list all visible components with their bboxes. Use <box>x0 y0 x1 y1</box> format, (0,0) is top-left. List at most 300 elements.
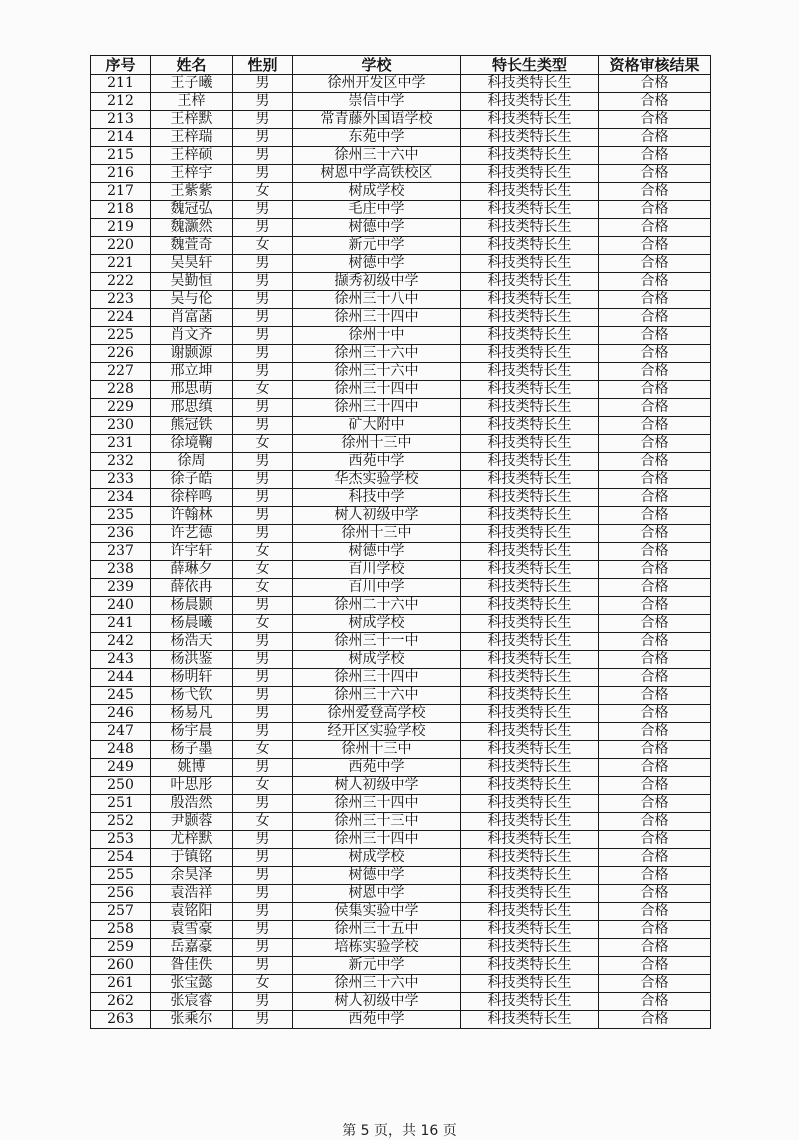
table-row <box>91 993 711 1011</box>
cell-name: 于镇铭 <box>151 849 233 867</box>
cell-school: 科技中学 <box>293 489 461 507</box>
table-row <box>91 939 711 957</box>
cell-name: 张乘尔 <box>151 1011 233 1029</box>
cell-review-result: 合格 <box>599 165 711 183</box>
cell-specialty-type: 科技类特长生 <box>461 417 599 435</box>
cell-gender: 男 <box>233 255 293 273</box>
cell-serial: 251 <box>91 795 151 813</box>
cell-gender: 男 <box>233 363 293 381</box>
cell-specialty-type: 科技类特长生 <box>461 615 599 633</box>
table-row <box>91 453 711 471</box>
cell-review-result: 合格 <box>599 219 711 237</box>
cell-specialty-type: 科技类特长生 <box>461 1011 599 1029</box>
cell-serial: 247 <box>91 723 151 741</box>
table-row <box>91 849 711 867</box>
table-row <box>91 669 711 687</box>
cell-name: 谢颢源 <box>151 345 233 363</box>
cell-review-result: 合格 <box>599 255 711 273</box>
cell-serial: 234 <box>91 489 151 507</box>
table-row <box>91 147 711 165</box>
cell-gender: 男 <box>233 633 293 651</box>
cell-name: 薛依冉 <box>151 579 233 597</box>
cell-gender: 男 <box>233 939 293 957</box>
cell-serial: 239 <box>91 579 151 597</box>
cell-review-result: 合格 <box>599 723 711 741</box>
cell-gender: 女 <box>233 579 293 597</box>
cell-review-result: 合格 <box>599 381 711 399</box>
cell-name: 袁浩祥 <box>151 885 233 903</box>
cell-specialty-type: 科技类特长生 <box>461 525 599 543</box>
cell-school: 徐州十三中 <box>293 525 461 543</box>
cell-serial: 235 <box>91 507 151 525</box>
cell-specialty-type: 科技类特长生 <box>461 327 599 345</box>
table-row <box>91 291 711 309</box>
cell-review-result: 合格 <box>599 75 711 93</box>
table-row <box>91 417 711 435</box>
cell-school: 徐州三十四中 <box>293 795 461 813</box>
cell-specialty-type: 科技类特长生 <box>461 237 599 255</box>
cell-name: 王子曦 <box>151 75 233 93</box>
cell-school: 西苑中学 <box>293 759 461 777</box>
cell-specialty-type: 科技类特长生 <box>461 345 599 363</box>
cell-gender: 男 <box>233 669 293 687</box>
table-row <box>91 615 711 633</box>
cell-gender: 男 <box>233 993 293 1011</box>
cell-school: 树德中学 <box>293 219 461 237</box>
cell-school: 树德中学 <box>293 543 461 561</box>
table-row <box>91 705 711 723</box>
cell-serial: 211 <box>91 75 151 93</box>
cell-name: 杨弋钦 <box>151 687 233 705</box>
cell-school: 树德中学 <box>293 255 461 273</box>
cell-serial: 231 <box>91 435 151 453</box>
cell-specialty-type: 科技类特长生 <box>461 273 599 291</box>
cell-school: 华杰实验学校 <box>293 471 461 489</box>
cell-school: 撷秀初级中学 <box>293 273 461 291</box>
cell-gender: 男 <box>233 201 293 219</box>
cell-specialty-type: 科技类特长生 <box>461 93 599 111</box>
table-row <box>91 399 711 417</box>
table-row <box>91 885 711 903</box>
cell-name: 杨晨曦 <box>151 615 233 633</box>
cell-serial: 218 <box>91 201 151 219</box>
cell-name: 姚博 <box>151 759 233 777</box>
cell-gender: 女 <box>233 615 293 633</box>
cell-name: 徐周 <box>151 453 233 471</box>
cell-school: 徐州三十四中 <box>293 381 461 399</box>
cell-school: 徐州三十四中 <box>293 399 461 417</box>
table-row <box>91 309 711 327</box>
table-row <box>91 525 711 543</box>
cell-review-result: 合格 <box>599 201 711 219</box>
cell-review-result: 合格 <box>599 1011 711 1029</box>
cell-school: 徐州十中 <box>293 327 461 345</box>
cell-specialty-type: 科技类特长生 <box>461 471 599 489</box>
cell-school: 矿大附中 <box>293 417 461 435</box>
cell-specialty-type: 科技类特长生 <box>461 561 599 579</box>
cell-name: 王梓默 <box>151 111 233 129</box>
cell-review-result: 合格 <box>599 417 711 435</box>
table-row <box>91 255 711 273</box>
table-row <box>91 273 711 291</box>
cell-gender: 女 <box>233 561 293 579</box>
cell-gender: 男 <box>233 759 293 777</box>
cell-school: 侯集实验中学 <box>293 903 461 921</box>
cell-name: 吴勤恒 <box>151 273 233 291</box>
cell-name: 袁雪豪 <box>151 921 233 939</box>
cell-school: 树恩中学高铁校区 <box>293 165 461 183</box>
cell-school: 徐州三十四中 <box>293 669 461 687</box>
cell-specialty-type: 科技类特长生 <box>461 993 599 1011</box>
cell-gender: 男 <box>233 147 293 165</box>
cell-review-result: 合格 <box>599 399 711 417</box>
cell-review-result: 合格 <box>599 579 711 597</box>
cell-specialty-type: 科技类特长生 <box>461 777 599 795</box>
cell-school: 树成学校 <box>293 615 461 633</box>
cell-gender: 男 <box>233 291 293 309</box>
cell-gender: 男 <box>233 129 293 147</box>
cell-name: 肖文齐 <box>151 327 233 345</box>
cell-review-result: 合格 <box>599 435 711 453</box>
cell-review-result: 合格 <box>599 453 711 471</box>
table-row <box>91 867 711 885</box>
table-row <box>91 237 711 255</box>
cell-name: 王紫紫 <box>151 183 233 201</box>
table-row <box>91 903 711 921</box>
table-row <box>91 579 711 597</box>
cell-review-result: 合格 <box>599 993 711 1011</box>
cell-school: 树人初级中学 <box>293 993 461 1011</box>
cell-gender: 男 <box>233 219 293 237</box>
cell-gender: 男 <box>233 399 293 417</box>
cell-specialty-type: 科技类特长生 <box>461 903 599 921</box>
cell-school: 徐州三十六中 <box>293 975 461 993</box>
cell-gender: 男 <box>233 597 293 615</box>
cell-gender: 男 <box>233 111 293 129</box>
cell-name: 徐梓鸣 <box>151 489 233 507</box>
cell-serial: 217 <box>91 183 151 201</box>
cell-specialty-type: 科技类特长生 <box>461 165 599 183</box>
cell-serial: 216 <box>91 165 151 183</box>
cell-name: 杨洪鉴 <box>151 651 233 669</box>
cell-name: 叶思彤 <box>151 777 233 795</box>
cell-review-result: 合格 <box>599 543 711 561</box>
cell-gender: 男 <box>233 525 293 543</box>
cell-review-result: 合格 <box>599 327 711 345</box>
table-row <box>91 759 711 777</box>
cell-specialty-type: 科技类特长生 <box>461 201 599 219</box>
cell-specialty-type: 科技类特长生 <box>461 507 599 525</box>
cell-school: 树成学校 <box>293 651 461 669</box>
table-row <box>91 93 711 111</box>
cell-serial: 228 <box>91 381 151 399</box>
cell-serial: 256 <box>91 885 151 903</box>
table-row <box>91 687 711 705</box>
cell-review-result: 合格 <box>599 813 711 831</box>
table-row <box>91 921 711 939</box>
cell-serial: 258 <box>91 921 151 939</box>
cell-review-result: 合格 <box>599 615 711 633</box>
cell-gender: 男 <box>233 921 293 939</box>
cell-name: 徐子皓 <box>151 471 233 489</box>
cell-serial: 250 <box>91 777 151 795</box>
header-serial: 序号 <box>91 56 151 75</box>
cell-school: 树成学校 <box>293 183 461 201</box>
cell-gender: 男 <box>233 705 293 723</box>
cell-name: 杨浩天 <box>151 633 233 651</box>
cell-review-result: 合格 <box>599 867 711 885</box>
table-row <box>91 129 711 147</box>
cell-specialty-type: 科技类特长生 <box>461 543 599 561</box>
cell-specialty-type: 科技类特长生 <box>461 75 599 93</box>
cell-gender: 男 <box>233 795 293 813</box>
cell-name: 吴昊轩 <box>151 255 233 273</box>
cell-serial: 262 <box>91 993 151 1011</box>
cell-name: 许翰林 <box>151 507 233 525</box>
cell-review-result: 合格 <box>599 795 711 813</box>
cell-serial: 249 <box>91 759 151 777</box>
cell-school: 东苑中学 <box>293 129 461 147</box>
cell-review-result: 合格 <box>599 561 711 579</box>
cell-review-result: 合格 <box>599 363 711 381</box>
cell-name: 岳嘉豪 <box>151 939 233 957</box>
cell-name: 杨子墨 <box>151 741 233 759</box>
cell-name: 吴与伦 <box>151 291 233 309</box>
cell-specialty-type: 科技类特长生 <box>461 129 599 147</box>
cell-serial: 223 <box>91 291 151 309</box>
cell-serial: 232 <box>91 453 151 471</box>
cell-specialty-type: 科技类特长生 <box>461 597 599 615</box>
cell-gender: 女 <box>233 741 293 759</box>
cell-serial: 244 <box>91 669 151 687</box>
cell-name: 熊冠铁 <box>151 417 233 435</box>
cell-specialty-type: 科技类特长生 <box>461 813 599 831</box>
cell-school: 树恩中学 <box>293 885 461 903</box>
cell-school: 徐州三十六中 <box>293 363 461 381</box>
cell-school: 徐州三十八中 <box>293 291 461 309</box>
table-row <box>91 723 711 741</box>
cell-serial: 226 <box>91 345 151 363</box>
cell-specialty-type: 科技类特长生 <box>461 849 599 867</box>
header-review-result: 资格审核结果 <box>599 56 711 75</box>
cell-name: 殷浩然 <box>151 795 233 813</box>
cell-serial: 224 <box>91 309 151 327</box>
table-row <box>91 633 711 651</box>
cell-specialty-type: 科技类特长生 <box>461 705 599 723</box>
table-row <box>91 597 711 615</box>
cell-serial: 222 <box>91 273 151 291</box>
table-row <box>91 435 711 453</box>
cell-review-result: 合格 <box>599 237 711 255</box>
cell-gender: 男 <box>233 867 293 885</box>
cell-school: 新元中学 <box>293 237 461 255</box>
cell-gender: 女 <box>233 777 293 795</box>
cell-name: 杨宇晨 <box>151 723 233 741</box>
table-row <box>91 813 711 831</box>
cell-name: 许宇轩 <box>151 543 233 561</box>
table-row <box>91 975 711 993</box>
cell-school: 毛庄中学 <box>293 201 461 219</box>
cell-school: 西苑中学 <box>293 1011 461 1029</box>
cell-gender: 男 <box>233 1011 293 1029</box>
cell-name: 杨明轩 <box>151 669 233 687</box>
cell-name: 尹颢蓉 <box>151 813 233 831</box>
table-row <box>91 831 711 849</box>
cell-specialty-type: 科技类特长生 <box>461 183 599 201</box>
cell-serial: 214 <box>91 129 151 147</box>
cell-gender: 男 <box>233 327 293 345</box>
cell-review-result: 合格 <box>599 273 711 291</box>
cell-name: 许艺德 <box>151 525 233 543</box>
cell-serial: 252 <box>91 813 151 831</box>
table-row <box>91 345 711 363</box>
cell-serial: 261 <box>91 975 151 993</box>
cell-school: 徐州三十四中 <box>293 831 461 849</box>
cell-gender: 女 <box>233 813 293 831</box>
cell-school: 徐州三十五中 <box>293 921 461 939</box>
cell-gender: 女 <box>233 237 293 255</box>
cell-review-result: 合格 <box>599 957 711 975</box>
table-row <box>91 471 711 489</box>
cell-name: 肖富菡 <box>151 309 233 327</box>
cell-serial: 233 <box>91 471 151 489</box>
table-row <box>91 219 711 237</box>
cell-specialty-type: 科技类特长生 <box>461 489 599 507</box>
cell-serial: 257 <box>91 903 151 921</box>
cell-review-result: 合格 <box>599 669 711 687</box>
cell-specialty-type: 科技类特长生 <box>461 921 599 939</box>
cell-name: 王梓 <box>151 93 233 111</box>
cell-serial: 221 <box>91 255 151 273</box>
table-row <box>91 795 711 813</box>
cell-gender: 男 <box>233 489 293 507</box>
cell-review-result: 合格 <box>599 651 711 669</box>
cell-review-result: 合格 <box>599 939 711 957</box>
cell-serial: 240 <box>91 597 151 615</box>
cell-serial: 253 <box>91 831 151 849</box>
table-row <box>91 543 711 561</box>
cell-school: 树人初级中学 <box>293 507 461 525</box>
cell-name: 邢立坤 <box>151 363 233 381</box>
cell-gender: 男 <box>233 687 293 705</box>
table-row <box>91 741 711 759</box>
cell-review-result: 合格 <box>599 471 711 489</box>
cell-gender: 男 <box>233 507 293 525</box>
cell-name: 邢思缜 <box>151 399 233 417</box>
cell-serial: 246 <box>91 705 151 723</box>
header-school: 学校 <box>293 56 461 75</box>
cell-specialty-type: 科技类特长生 <box>461 633 599 651</box>
cell-specialty-type: 科技类特长生 <box>461 381 599 399</box>
cell-serial: 237 <box>91 543 151 561</box>
cell-name: 薛琳夕 <box>151 561 233 579</box>
cell-name: 杨晨颢 <box>151 597 233 615</box>
cell-serial: 263 <box>91 1011 151 1029</box>
header-gender: 性别 <box>233 56 293 75</box>
cell-serial: 227 <box>91 363 151 381</box>
cell-gender: 男 <box>233 453 293 471</box>
cell-gender: 男 <box>233 93 293 111</box>
cell-specialty-type: 科技类特长生 <box>461 147 599 165</box>
cell-school: 徐州十三中 <box>293 741 461 759</box>
cell-gender: 女 <box>233 543 293 561</box>
cell-serial: 242 <box>91 633 151 651</box>
cell-review-result: 合格 <box>599 777 711 795</box>
cell-name: 魏萱奇 <box>151 237 233 255</box>
cell-gender: 女 <box>233 381 293 399</box>
cell-school: 徐州开发区中学 <box>293 75 461 93</box>
cell-name: 昝佳佚 <box>151 957 233 975</box>
cell-school: 培栋实验学校 <box>293 939 461 957</box>
cell-gender: 男 <box>233 165 293 183</box>
cell-serial: 230 <box>91 417 151 435</box>
cell-gender: 男 <box>233 651 293 669</box>
cell-name: 张宝懿 <box>151 975 233 993</box>
cell-specialty-type: 科技类特长生 <box>461 669 599 687</box>
cell-review-result: 合格 <box>599 147 711 165</box>
cell-review-result: 合格 <box>599 309 711 327</box>
cell-review-result: 合格 <box>599 129 711 147</box>
cell-gender: 男 <box>233 273 293 291</box>
cell-review-result: 合格 <box>599 183 711 201</box>
cell-specialty-type: 科技类特长生 <box>461 795 599 813</box>
cell-review-result: 合格 <box>599 705 711 723</box>
cell-serial: 212 <box>91 93 151 111</box>
cell-serial: 254 <box>91 849 151 867</box>
cell-review-result: 合格 <box>599 687 711 705</box>
cell-name: 王梓硕 <box>151 147 233 165</box>
cell-school: 树成学校 <box>293 849 461 867</box>
cell-serial: 255 <box>91 867 151 885</box>
cell-school: 常青藤外国语学校 <box>293 111 461 129</box>
table-row <box>91 201 711 219</box>
cell-specialty-type: 科技类特长生 <box>461 957 599 975</box>
cell-specialty-type: 科技类特长生 <box>461 453 599 471</box>
cell-serial: 236 <box>91 525 151 543</box>
cell-review-result: 合格 <box>599 741 711 759</box>
cell-school: 徐州三十六中 <box>293 147 461 165</box>
page-number-footer: 第 5 页，共 16 页 <box>342 1123 457 1139</box>
cell-name: 魏冠弘 <box>151 201 233 219</box>
cell-school: 经开区实验学校 <box>293 723 461 741</box>
cell-school: 树德中学 <box>293 867 461 885</box>
cell-gender: 女 <box>233 975 293 993</box>
cell-specialty-type: 科技类特长生 <box>461 309 599 327</box>
table-row <box>91 777 711 795</box>
cell-school: 徐州二十六中 <box>293 597 461 615</box>
cell-name: 余昊泽 <box>151 867 233 885</box>
table-row <box>91 165 711 183</box>
cell-specialty-type: 科技类特长生 <box>461 759 599 777</box>
cell-serial: 243 <box>91 651 151 669</box>
cell-specialty-type: 科技类特长生 <box>461 111 599 129</box>
cell-gender: 男 <box>233 723 293 741</box>
cell-specialty-type: 科技类特长生 <box>461 219 599 237</box>
cell-specialty-type: 科技类特长生 <box>461 939 599 957</box>
cell-gender: 男 <box>233 417 293 435</box>
cell-school: 徐州爱登高学校 <box>293 705 461 723</box>
cell-serial: 241 <box>91 615 151 633</box>
cell-gender: 男 <box>233 885 293 903</box>
cell-specialty-type: 科技类特长生 <box>461 687 599 705</box>
cell-specialty-type: 科技类特长生 <box>461 831 599 849</box>
table-row <box>91 561 711 579</box>
cell-school: 徐州三十四中 <box>293 309 461 327</box>
table-row <box>91 381 711 399</box>
cell-name: 王梓瑞 <box>151 129 233 147</box>
cell-serial: 215 <box>91 147 151 165</box>
table-body <box>91 75 711 1029</box>
